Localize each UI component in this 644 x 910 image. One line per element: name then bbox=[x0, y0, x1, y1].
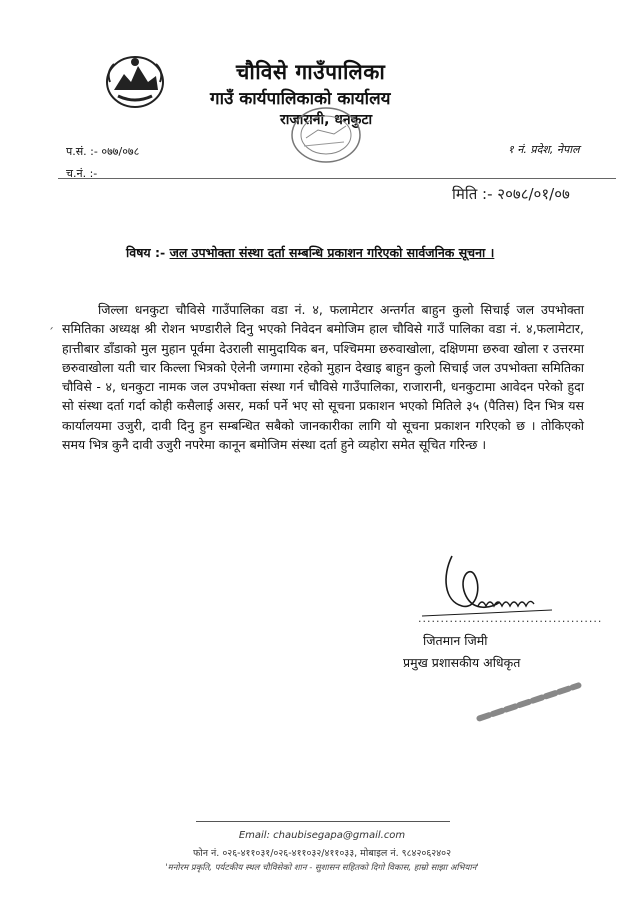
margin-mark: ˊ bbox=[48, 326, 54, 340]
office-stamp-seal bbox=[288, 104, 364, 166]
signatory-title: प्रमुख प्रशासकीय अधिकृत bbox=[403, 655, 521, 670]
signatory-name: जितमान जिमी bbox=[423, 633, 488, 648]
letter-date: मिति :- २०७८/०१/०७ bbox=[452, 185, 570, 203]
office-name: गाउँ कार्यपालिकाको कार्यालय bbox=[210, 89, 391, 109]
designation-stamp bbox=[468, 668, 588, 728]
subject-line bbox=[126, 244, 494, 261]
header-divider bbox=[58, 178, 616, 179]
signature-dotted-line: ......................................... bbox=[418, 612, 603, 625]
dispatch-number: च.नं. :- bbox=[66, 167, 98, 180]
footer-phone: फोन नं. ०२६-४११०३१/०२६-४११०३२/४११०३३, मोबाइल नं. ९८४२०६२४०२ bbox=[192, 848, 452, 859]
footer-email: Email: chaubisegapa@gmail.com bbox=[238, 830, 406, 841]
footer-divider bbox=[196, 821, 450, 822]
subject-label: विषय :- bbox=[126, 245, 166, 260]
footer-slogan: 'मनोरम प्रकृति, पर्यटकीय स्थल चौविसेको शान - सुशासन सहितको दिगो विकास, हाम्रो साझा अभियान' bbox=[165, 863, 479, 873]
province-label: १ नं. प्रदेश, नेपाल bbox=[508, 143, 580, 156]
reference-number: प.सं. :- ०७७/०७८ bbox=[66, 145, 140, 158]
org-name: चौविसे गाउँपालिका bbox=[236, 60, 386, 84]
notice-body: जिल्ला धनकुटा चौविसे गाउँपालिका वडा नं. ४, फलामेटार अन्तर्गत बाहुन कुलो सिचाई जल उपभोक्ता समितिका अध्यक्ष श्री रोशन भण्डारीले दिनु भएको निवेदन बमोजिम हाल चौविसे गाउँ पालिका वडा नं. ४,फलामेटार, हात्तीबार डाँडाको मुल मुहान पूर्वमा देउराली सामुदायिक बन, पश्चिममा छरुवाखोला, दक्षिणमा छरुवा खोला र उत्तरमा छरुवाखोला यती चार किल्ला भित्रको ऐलेनी जग्गामा रहेको मुहान देखाइ बाहुन कुलो सिचाई जल उपभोक्ता समितिका चौविसे - ४, धनकुटा नामक जल उपभोक्ता संस्था गर्न चौविसे गाउँपालिका, राजारानी, धनकुटामा आवेदन परेको हुदा सो संस्था दर्ता गर्दा कोही कसैलाई असर, मर्का पर्ने भए सो सूचना प्रकाशन भएको मितिले ३५ (पैतिस) दिन भित्र यस कार्यालयमा उजुरी, दावी दिनु हुन सम्बन्धित सबैको जानकारीका लागि यो सूचना प्रकाशन गरिएको छ । तोकिएको समय भित्र कुनै दावी उजुरी नपरेमा कानून बमोजिम संस्था दर्ता हुने व्यहोरा समेत सूचित गरिन्छ । bbox=[62, 302, 584, 453]
subject-text: जल उपभोक्ता संस्था दर्ता सम्बन्धि प्रकाशन गरिएको सार्वजनिक सूचना । bbox=[169, 245, 495, 260]
office-place: राजारानी, धनकुटा bbox=[280, 112, 373, 128]
nepal-emblem-logo bbox=[104, 52, 166, 110]
